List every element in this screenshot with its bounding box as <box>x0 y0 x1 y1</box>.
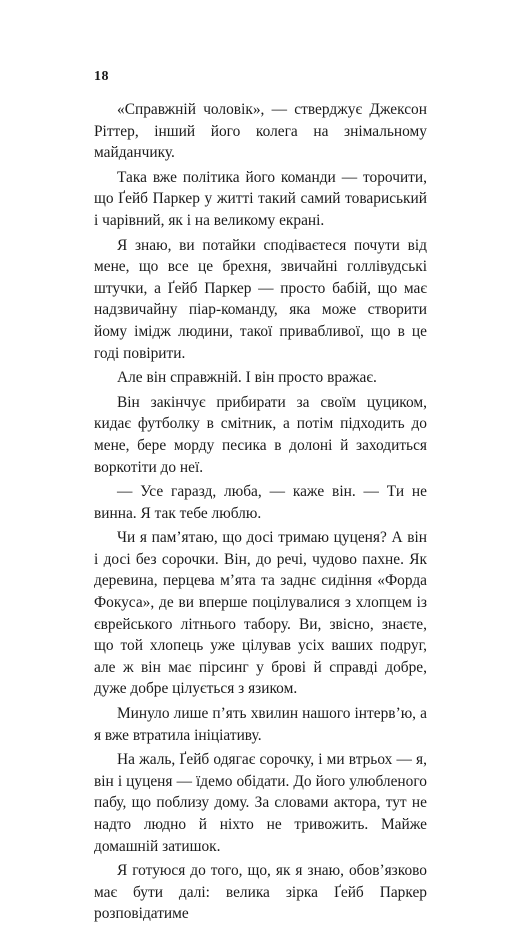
body-text <box>94 99 427 928</box>
paragraph: Минуло лише п’ять хвилин нашого інтерв’ю, а я вже втратила ініціативу. <box>94 705 427 744</box>
paragraph: Така вже політика його команди — торочити, що Ґейб Паркер у житті такий самий товариський і чарівний, як і на великому екрані. <box>94 168 427 229</box>
paragraph: Він закінчує прибирати за своїм цуциком, кидає футболку в смітник, а потім підходить до мене, бере морду песика в долоні й заходиться воркотіти до неї. <box>94 393 427 476</box>
paragraph: Я знаю, ви потайки сподіваєтеся почути від мене, що все це брехня, звичайні голлівудські штучки, а Ґейб Паркер — просто бабій, що має надзвичайну піар-команду, яка може створити йому імідж людини, такої привабливої, що в це годі повірити. <box>94 236 427 362</box>
paragraph: Чи я пам’ятаю, що досі тримаю цуценя? А він і досі без сорочки. Він, до речі, чудово пахне. Як деревина, перцева м’ята та заднє сидіння «Форда Фокуса», де ви вперше поцілувалися з хлопцем із єврейського літнього табору. Ви, звісно, знаєте, що той хлопець уже цілував усіх ваших подруг, але ж він має пірсинг у брові й справді добре, дуже добре цілується з язиком. <box>94 529 427 698</box>
paragraph: Але він справжній. І він просто вражає. <box>117 369 377 387</box>
paragraph: — Усе гаразд, люба, — каже він. — Ти не винна. Я так тебе люблю. <box>94 483 427 522</box>
paragraph: Я готуюся до того, що, як я знаю, обов’язково має бути далі: велика зірка Ґейб Паркер розповідатиме <box>94 862 427 923</box>
page-number: 18 <box>94 69 109 84</box>
paragraph: На жаль, Ґейб одягає сорочку, і ми втрьох — я, він і цуценя — їдемо обідати. До його улюбленого пабу, що поблизу дому. За словами актора, тут не надто людно й ніхто не тривожить. Майже домашній затишок. <box>94 751 427 855</box>
paragraph: «Справжній чоловік», — стверджує Джексон Ріттер, інший його колега на знімальному майданчику. <box>94 101 427 162</box>
